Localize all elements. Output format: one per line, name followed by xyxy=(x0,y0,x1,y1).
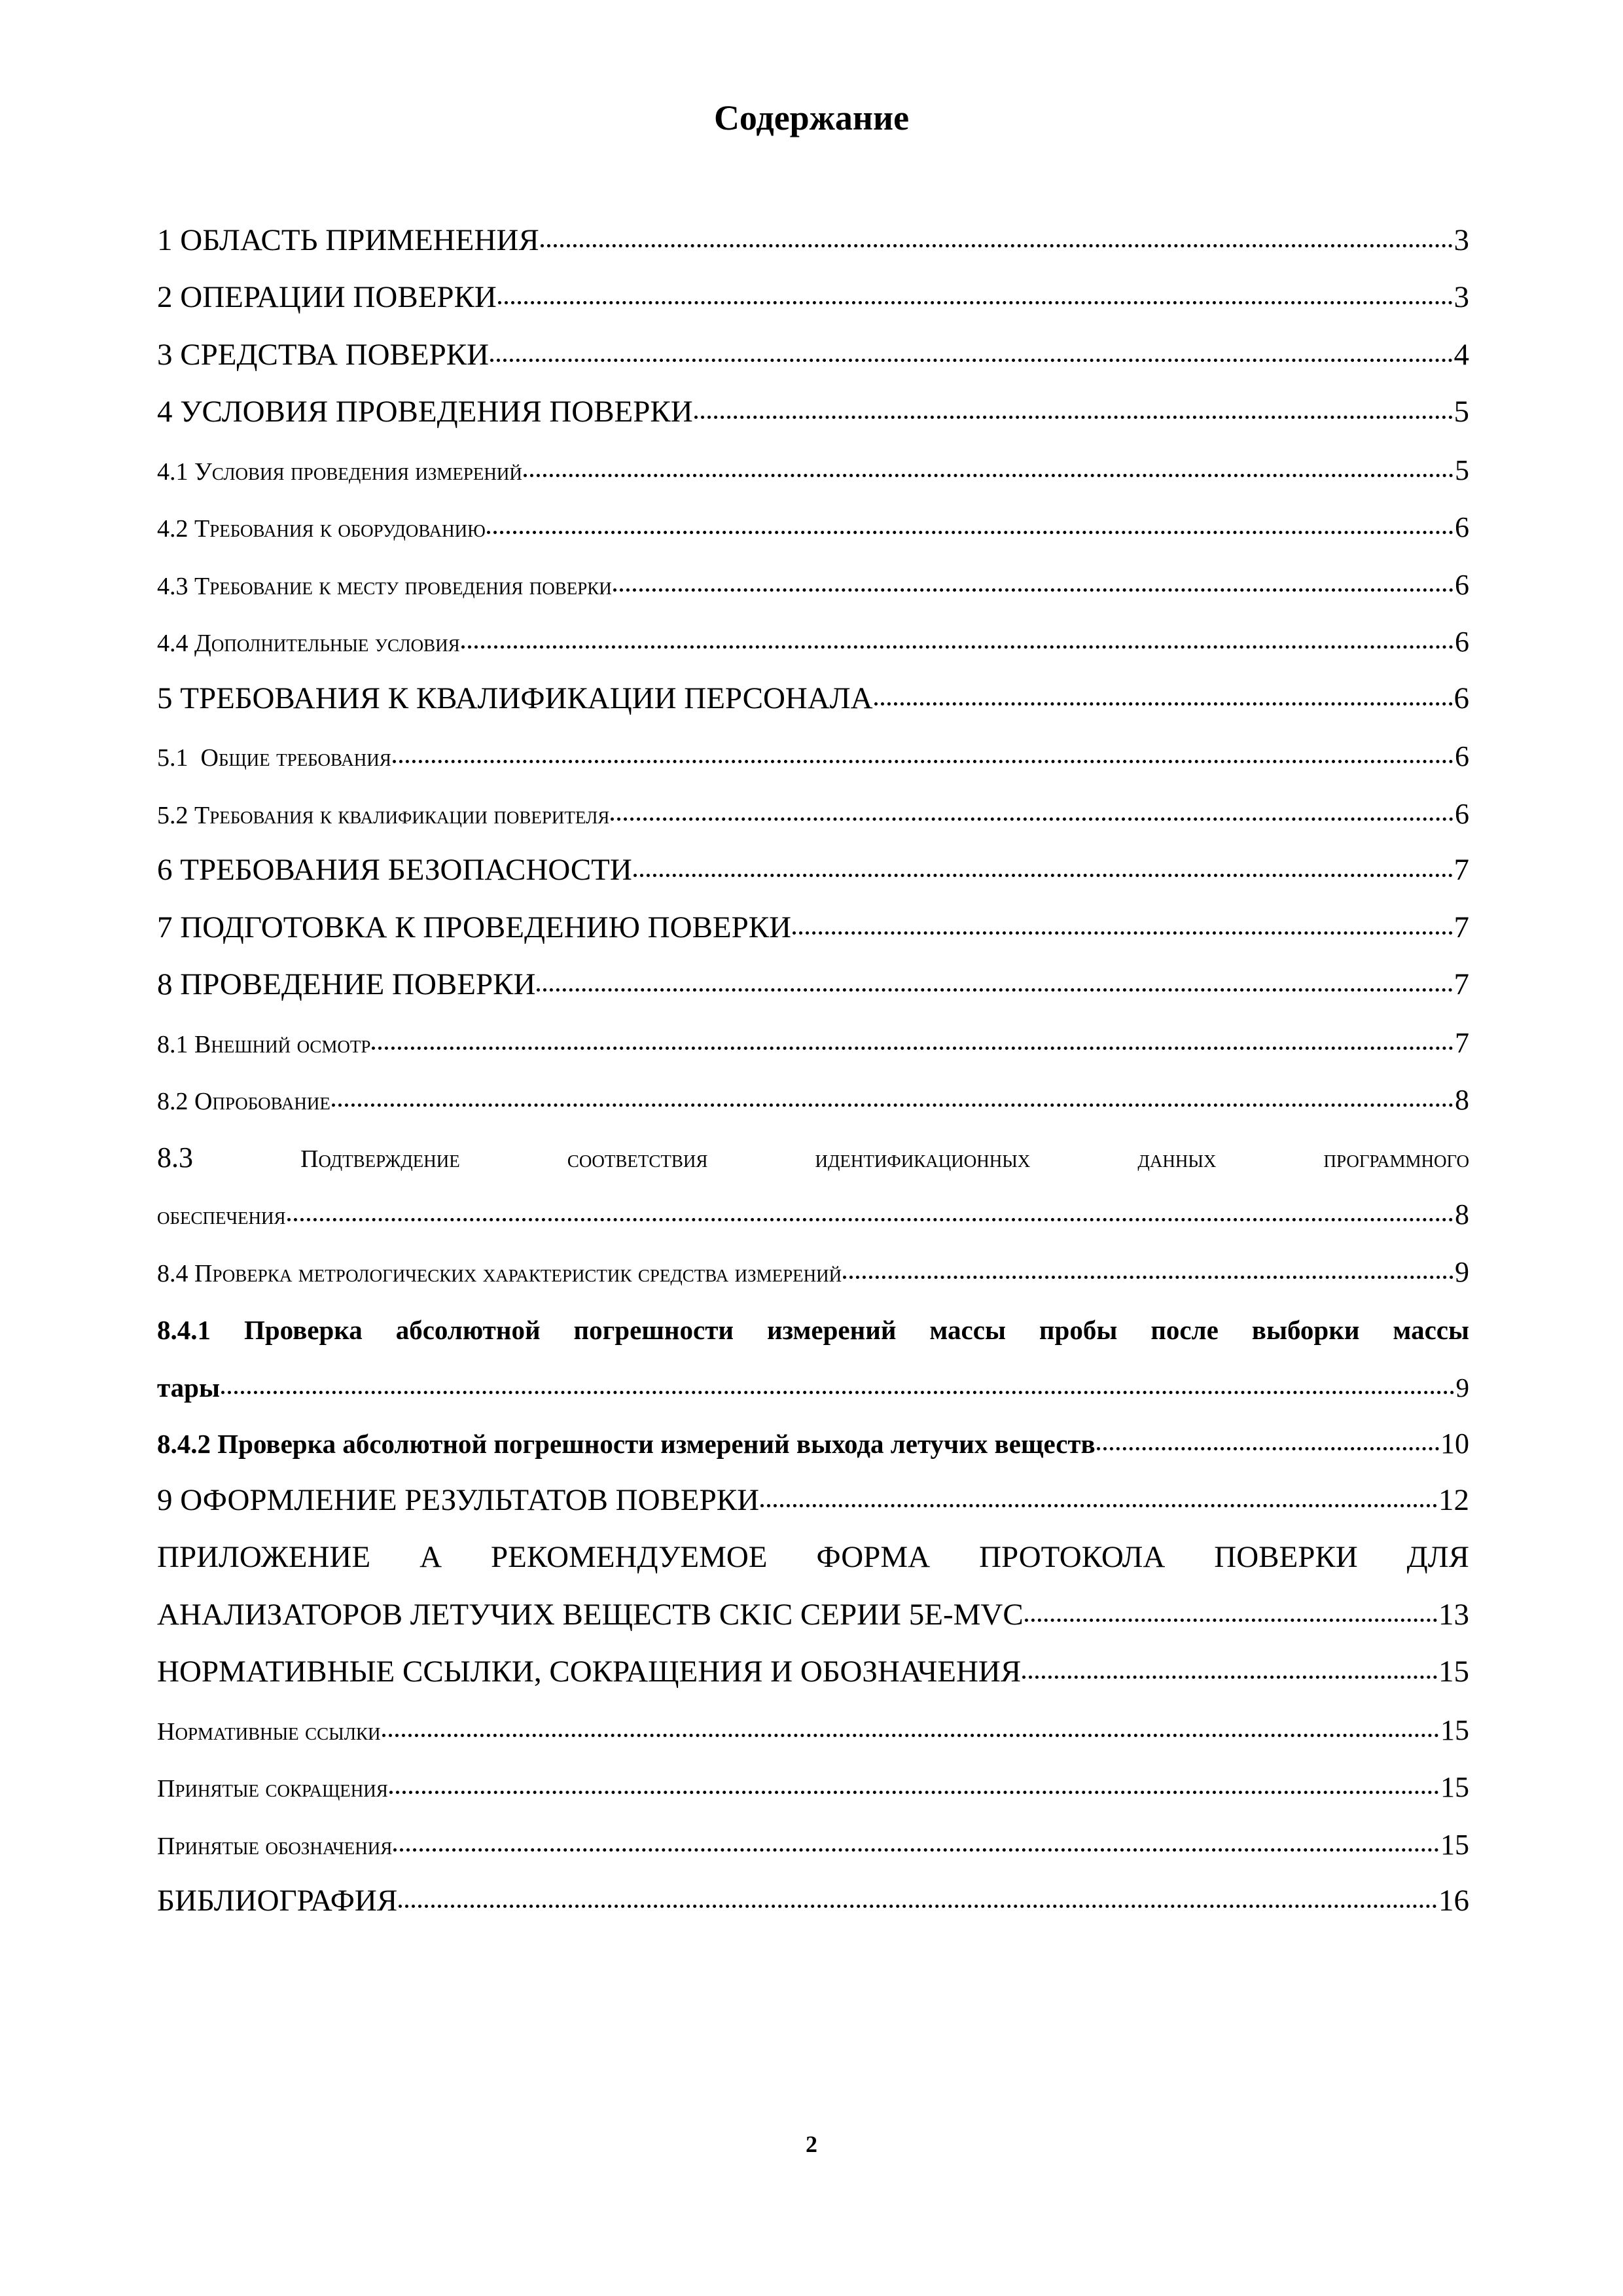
dot-leader xyxy=(1022,1676,1437,1679)
toc-entry-title: обеспечения xyxy=(157,1202,286,1230)
toc-entry-8-2[interactable] xyxy=(157,1069,1469,1126)
dot-leader xyxy=(843,1276,1454,1279)
dot-leader xyxy=(633,874,1453,877)
dot-leader xyxy=(221,1391,1455,1394)
toc-entry-title: 2 ОПЕРАЦИИ ПОВЕРКИ xyxy=(157,280,497,314)
dot-leader xyxy=(332,1103,1454,1107)
toc-entry-4[interactable] xyxy=(157,382,1469,439)
toc-page-number: 7 xyxy=(1455,1026,1469,1059)
dot-leader xyxy=(487,531,1454,534)
toc-entry-word: 8.4.1 xyxy=(157,1315,211,1345)
toc-entry-word: РЕКОМЕНДУЕМОЕ xyxy=(491,1540,768,1574)
dot-leader xyxy=(613,588,1454,592)
page-number: 2 xyxy=(806,2131,817,2157)
dot-leader xyxy=(490,359,1452,362)
dot-leader xyxy=(382,1734,1439,1737)
toc-entry-4-3[interactable] xyxy=(157,553,1469,611)
dot-leader xyxy=(537,988,1452,992)
toc-entry-word: выборки xyxy=(1251,1315,1360,1345)
toc-entry-title: 5 ТРЕБОВАНИЯ К КВАЛИФИКАЦИИ ПЕРСОНАЛА xyxy=(157,681,873,715)
toc-entry-title: 4.4 Дополнительные условия xyxy=(157,630,460,657)
toc-page-number: 5 xyxy=(1455,454,1469,486)
toc-entry-word: после xyxy=(1150,1315,1219,1345)
dot-leader xyxy=(874,702,1453,706)
toc-entry-title: АНАЛИЗАТОРОВ ЛЕТУЧИХ ВЕЩЕСТВ CKIC СЕРИИ 5E-MVC xyxy=(157,1597,1024,1632)
toc-entry-title: 6 ТРЕБОВАНИЯ БЕЗОПАСНОСТИ xyxy=(157,853,632,887)
toc-entry-title: 4.2 Требования к оборудованию xyxy=(157,515,486,543)
toc-page-number: 3 xyxy=(1454,223,1469,257)
toc-page-number: 15 xyxy=(1440,1828,1469,1861)
toc-entry-bibliography[interactable] xyxy=(157,1871,1469,1928)
toc-entry-references[interactable] xyxy=(157,1641,1469,1699)
toc-entry-appendix-a-line2[interactable] xyxy=(157,1584,1469,1641)
toc-entry-word: идентификационных xyxy=(815,1145,1031,1173)
toc-entry-word: А xyxy=(419,1540,442,1574)
toc-entry-title: 8 ПРОВЕДЕНИЕ ПОВЕРКИ xyxy=(157,967,536,1001)
toc-entry-4-4[interactable] xyxy=(157,611,1469,668)
dot-leader xyxy=(1025,1619,1437,1622)
table-of-contents xyxy=(157,209,1469,1928)
dot-leader xyxy=(1097,1447,1439,1450)
toc-entry-word: ДЛЯ xyxy=(1406,1540,1469,1574)
dot-leader xyxy=(393,760,1454,763)
dot-leader xyxy=(498,301,1453,304)
toc-page-number: 8 xyxy=(1455,1198,1469,1230)
toc-page-number: 6 xyxy=(1455,740,1469,772)
dot-leader xyxy=(389,1791,1439,1794)
dot-leader xyxy=(372,1047,1454,1050)
toc-entry-3[interactable] xyxy=(157,324,1469,382)
toc-page-number: 6 xyxy=(1454,681,1469,715)
toc-entry-title: 9 ОФОРМЛЕНИЕ РЕЗУЛЬТАТОВ ПОВЕРКИ xyxy=(157,1482,760,1517)
toc-page-number: 8 xyxy=(1455,1084,1469,1116)
toc-entry-2[interactable] xyxy=(157,267,1469,325)
toc-entry-word: ПРОТОКОЛА xyxy=(979,1540,1166,1574)
dot-leader xyxy=(399,1905,1437,1908)
dot-leader xyxy=(287,1218,1454,1221)
toc-entry-word: абсолютной xyxy=(395,1315,541,1345)
toc-entry-word: 8.3 xyxy=(157,1141,193,1174)
toc-entry-word: массы xyxy=(929,1315,1006,1345)
toc-entry-title: 7 ПОДГОТОВКА К ПРОВЕДЕНИЮ ПОВЕРКИ xyxy=(157,910,792,944)
toc-entry-8-3-line1[interactable] xyxy=(157,1126,1469,1183)
toc-page-number: 6 xyxy=(1455,626,1469,658)
toc-page-number: 10 xyxy=(1440,1427,1469,1460)
toc-entry-title: 8.2 Опробование xyxy=(157,1088,330,1115)
toc-entry-8-1[interactable] xyxy=(157,1011,1469,1069)
toc-page-number: 6 xyxy=(1455,797,1469,830)
dot-leader xyxy=(611,817,1454,821)
toc-entry-word: ПРИЛОЖЕНИЕ xyxy=(157,1540,371,1574)
toc-entry-word: массы xyxy=(1393,1315,1469,1345)
toc-page-number: 15 xyxy=(1440,1771,1469,1803)
toc-entry-8-4-2[interactable] xyxy=(157,1412,1469,1470)
toc-entry-title: Принятые сокращения xyxy=(157,1775,388,1803)
toc-entry-title: 5.1 Общие требования xyxy=(157,744,391,772)
toc-page-number: 7 xyxy=(1454,910,1469,944)
toc-entry-word: Проверка xyxy=(243,1315,363,1345)
toc-entry-title: 4.3 Требование к месту проведения поверки xyxy=(157,572,612,600)
toc-entry-title: НОРМАТИВНЫЕ ССЫЛКИ, СОКРАЩЕНИЯ И ОБОЗНАЧЕНИЯ xyxy=(157,1655,1022,1689)
toc-entry-word: погрешности xyxy=(573,1315,734,1345)
toc-page-number: 9 xyxy=(1455,1372,1469,1403)
dot-leader xyxy=(524,474,1454,477)
toc-entry-5-1[interactable] xyxy=(157,725,1469,783)
toc-entry-7[interactable] xyxy=(157,897,1469,954)
toc-page-number: 6 xyxy=(1455,568,1469,601)
dot-leader xyxy=(793,931,1452,935)
toc-entry-word: ПОВЕРКИ xyxy=(1214,1540,1358,1574)
toc-entry-word: пробы xyxy=(1039,1315,1118,1345)
toc-entry-8-4-1-line1[interactable] xyxy=(157,1298,1469,1355)
toc-page-number: 9 xyxy=(1455,1255,1469,1288)
toc-entry-8-4-1-line2[interactable] xyxy=(157,1355,1469,1412)
toc-entry-title: Принятые обозначения xyxy=(157,1832,393,1860)
toc-page-number: 15 xyxy=(1438,1655,1469,1689)
toc-page-number: 7 xyxy=(1454,967,1469,1001)
toc-entry-title: 3 СРЕДСТВА ПОВЕРКИ xyxy=(157,337,490,372)
dot-leader xyxy=(694,416,1453,419)
toc-entry-word: данных xyxy=(1137,1145,1217,1173)
toc-entry-word: соответствия xyxy=(567,1145,708,1173)
toc-entry-normative-refs[interactable] xyxy=(157,1698,1469,1756)
toc-entry-title: 8.1 Внешний осмотр xyxy=(157,1030,371,1058)
toc-entry-abbreviations[interactable] xyxy=(157,1756,1469,1814)
toc-entry-4-1[interactable] xyxy=(157,439,1469,496)
toc-entry-title: 1 ОБЛАСТЬ ПРИМЕНЕНИЯ xyxy=(157,223,539,257)
toc-page-number: 13 xyxy=(1438,1597,1469,1632)
toc-entry-title: 8.4 Проверка метрологических характеристик средства измерений xyxy=(157,1259,842,1287)
toc-entry-title: 4.1 Условия проведения измерений xyxy=(157,457,522,486)
toc-entry-4-2[interactable] xyxy=(157,496,1469,554)
toc-entry-title: 4 УСЛОВИЯ ПРОВЕДЕНИЯ ПОВЕРКИ xyxy=(157,395,693,429)
toc-entry-5-2[interactable] xyxy=(157,782,1469,840)
toc-entry-1[interactable] xyxy=(157,209,1469,267)
toc-page-number: 7 xyxy=(1454,853,1469,887)
toc-entry-word: программного xyxy=(1323,1145,1469,1173)
toc-page-number: 4 xyxy=(1454,337,1469,372)
toc-entry-title: 8.4.2 Проверка абсолютной погрешности измерений выхода летучих веществ xyxy=(157,1429,1096,1459)
toc-entry-5[interactable] xyxy=(157,668,1469,725)
toc-entry-9[interactable] xyxy=(157,1469,1469,1527)
toc-page-number: 12 xyxy=(1438,1482,1469,1517)
toc-entry-symbols[interactable] xyxy=(157,1813,1469,1871)
toc-entry-appendix-a-line1[interactable] xyxy=(157,1527,1469,1585)
dot-leader xyxy=(461,645,1454,649)
toc-page-number: 16 xyxy=(1438,1884,1469,1918)
toc-entry-8-3-line2[interactable] xyxy=(157,1183,1469,1241)
toc-entry-title: 5.2 Требования к квалификации поверителя xyxy=(157,801,610,829)
toc-page-number: 3 xyxy=(1454,280,1469,314)
toc-page-number: 6 xyxy=(1455,511,1469,543)
toc-page-number: 5 xyxy=(1454,395,1469,429)
toc-entry-8-4[interactable] xyxy=(157,1240,1469,1298)
toc-entry-word: ФОРМА xyxy=(816,1540,931,1574)
dot-leader xyxy=(393,1848,1439,1852)
dot-leader xyxy=(760,1504,1437,1507)
toc-page-number: 15 xyxy=(1440,1713,1469,1746)
toc-entry-8[interactable] xyxy=(157,954,1469,1012)
toc-entry-6[interactable] xyxy=(157,840,1469,897)
toc-entry-word: измерений xyxy=(766,1315,897,1345)
toc-entry-word: Подтверждение xyxy=(300,1145,460,1173)
toc-entry-title: Нормативные ссылки xyxy=(157,1717,381,1746)
dot-leader xyxy=(541,244,1453,247)
page-title: Содержание xyxy=(713,98,910,137)
toc-entry-title: БИБЛИОГРАФИЯ xyxy=(157,1884,398,1918)
toc-entry-title: тары xyxy=(157,1372,220,1403)
